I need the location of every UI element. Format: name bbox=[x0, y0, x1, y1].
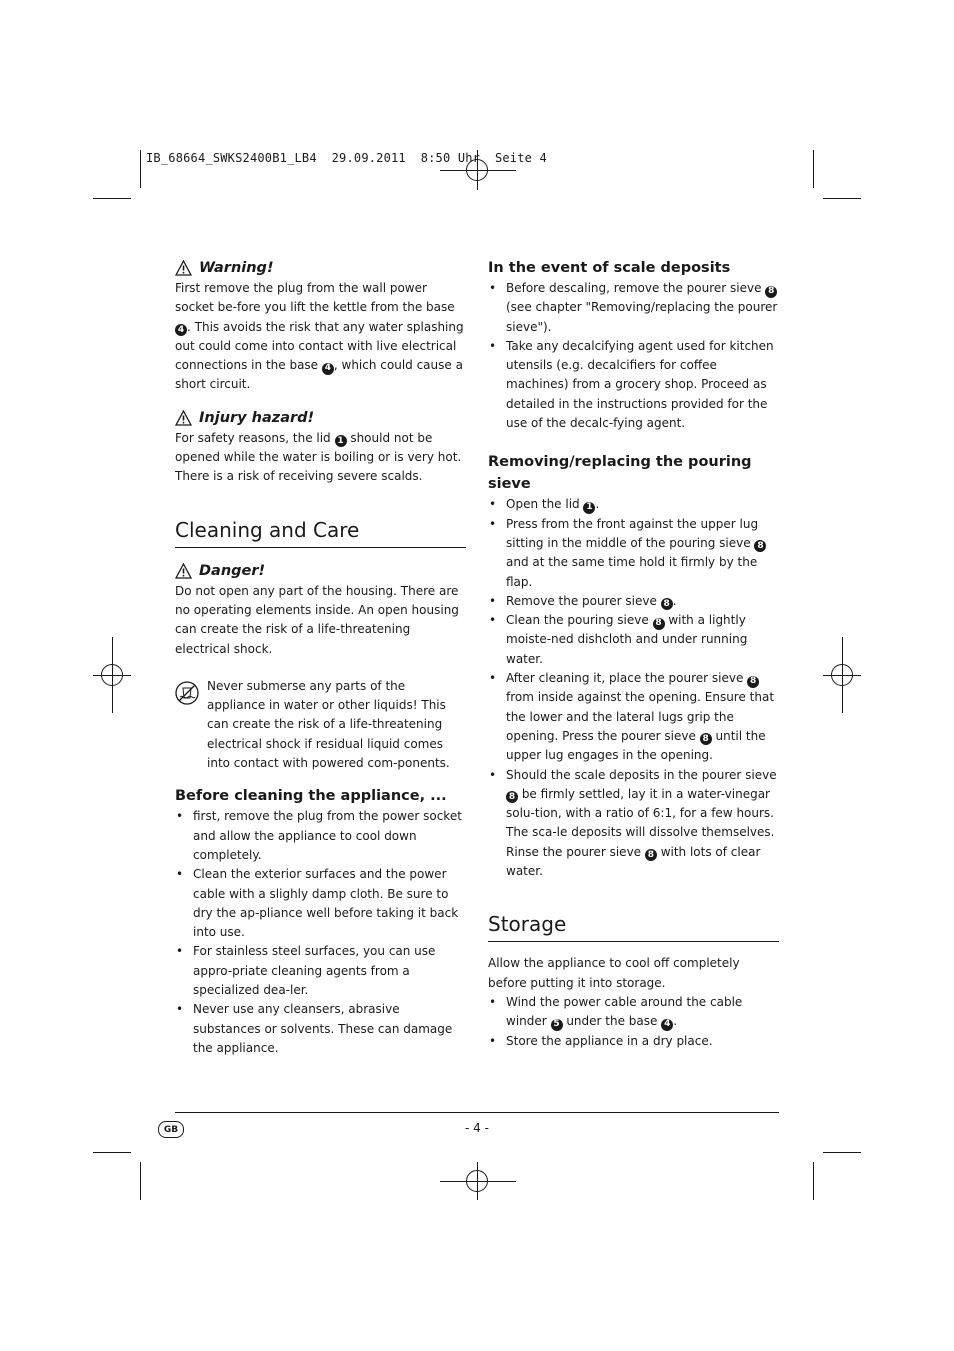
injury-text: For safety reasons, the lid 1 should not be opened while the water is boiling or is very hot. There is a risk of receiving severe scalds. bbox=[175, 430, 462, 484]
immersion-note-text: Never submerse any parts of the appliance in water or other liquids! This can create the risk of a life-threatening electrical shock if residual liquid comes into contact with powered com-ponents. bbox=[207, 678, 450, 771]
list-item: • Clean the pouring sieve 8 with a lightly moiste-ned dishcloth and under running water. bbox=[488, 611, 779, 669]
list-item: • Press from the front against the upper lug sitting in the middle of the pouring sieve 8 and at the same time hold it firmly by the flap. bbox=[488, 515, 779, 592]
warning-triangle-icon bbox=[175, 260, 192, 276]
no-immersion-icon bbox=[175, 681, 199, 705]
part-number-badge: 1 bbox=[335, 435, 347, 447]
injury-heading bbox=[175, 407, 466, 429]
danger-text: Do not open any part of the housing. There are no operating elements inside. An open housing can create the risk of a life-threatening electrical shock. bbox=[175, 583, 459, 656]
injury-title: Injury hazard! bbox=[199, 409, 315, 426]
warning-triangle-icon bbox=[175, 410, 192, 426]
part-number-badge: 4 bbox=[175, 324, 187, 336]
part-number-badge: 8 bbox=[747, 676, 759, 688]
list-item: • first, remove the plug from the power socket and allow the appliance to cool down completely. bbox=[175, 807, 466, 865]
cleaning-heading: Cleaning and Care bbox=[175, 517, 466, 548]
warning-text: First remove the plug from the wall power socket be-fore you lift the kettle from the base 4 . This avoids the risk that any water splashing out could come into contact with live electrical connections in the base 4 , which could cause a short circuit. bbox=[175, 281, 464, 392]
list-item: • For stainless steel surfaces, you can use appro-priate cleaning agents from a specialized dea-ler. bbox=[175, 942, 466, 1000]
list-item: • Wind the power cable around the cable winder 5 under the base 4 . bbox=[488, 993, 779, 1032]
storage-intro: Allow the appliance to cool off completely before putting it into storage. bbox=[488, 956, 740, 990]
danger-title: Danger! bbox=[199, 562, 266, 579]
language-badge: GB bbox=[158, 1121, 184, 1138]
list-item: • Should the scale deposits in the pourer sieve 8 be firmly settled, lay it in a water-vinegar solu-tion, with a ratio of 6:1, for a few hours. The sca-le deposits will dissolve themselves. Rinse the pourer sieve 8 with lots of clear water. bbox=[488, 766, 779, 882]
scale-deposits-heading: In the event of scale deposits bbox=[488, 260, 731, 276]
part-number-badge: 8 bbox=[661, 598, 673, 610]
list-item: • Remove the pourer sieve 8 . bbox=[488, 592, 779, 611]
right-column bbox=[488, 257, 779, 1051]
pouring-sieve-list bbox=[488, 495, 779, 881]
before-cleaning-heading: Before cleaning the appliance, ... bbox=[175, 788, 447, 805]
storage-heading: Storage bbox=[488, 911, 779, 942]
warning-heading bbox=[175, 257, 466, 279]
part-number-badge: 8 bbox=[653, 618, 665, 630]
left-column bbox=[175, 257, 466, 1058]
list-item: • Never use any cleansers, abrasive substances or solvents. These can damage the appliance. bbox=[175, 1000, 466, 1058]
storage-list bbox=[488, 993, 779, 1051]
warning-title: Warning! bbox=[199, 260, 274, 276]
part-number-badge: 5 bbox=[551, 1019, 563, 1031]
pouring-sieve-heading: Removing/replacing the pouring sieve bbox=[488, 454, 752, 493]
part-number-badge: 8 bbox=[765, 286, 777, 298]
list-item: • After cleaning it, place the pourer sieve 8 from inside against the opening. Ensure that the lower and the lateral lugs grip the opening. Press the pourer sieve 8 until the upper lug engages in the opening. bbox=[488, 669, 779, 765]
danger-heading bbox=[175, 560, 466, 582]
list-item: • Open the lid 1 . bbox=[488, 495, 779, 514]
part-number-badge: 8 bbox=[754, 540, 766, 552]
page-number: - 4 - bbox=[465, 1121, 489, 1135]
part-number-badge: 4 bbox=[322, 363, 334, 375]
before-cleaning-list bbox=[175, 807, 466, 1058]
part-number-badge: 8 bbox=[700, 733, 712, 745]
part-number-badge: 8 bbox=[645, 849, 657, 861]
warning-triangle-icon bbox=[175, 563, 192, 579]
part-number-badge: 8 bbox=[506, 791, 518, 803]
list-item: • Before descaling, remove the pourer sieve 8 (see chapter "Removing/replacing the pourer sieve"). bbox=[488, 279, 779, 337]
list-item: • Store the appliance in a dry place. bbox=[488, 1032, 779, 1051]
list-item: • Take any decalcifying agent used for kitchen utensils (e.g. decalcifiers for coffee machines) from a grocery shop. Proceed as detailed in the instructions provided for the use of the decalc-fying agent. bbox=[488, 337, 779, 433]
part-number-badge: 4 bbox=[661, 1019, 673, 1031]
part-number-badge: 1 bbox=[583, 502, 595, 514]
immersion-note bbox=[175, 677, 466, 773]
scale-deposits-list bbox=[488, 279, 779, 433]
list-item: • Clean the exterior surfaces and the power cable with a slighly damp cloth. Be sure to dry the ap-pliance well before taking it back into use. bbox=[175, 865, 466, 942]
print-slug: IB_68664_SWKS2400B1_LB4 29.09.2011 8:50 Uhr Seite 4 bbox=[146, 151, 547, 165]
footer-rule bbox=[175, 1112, 779, 1113]
